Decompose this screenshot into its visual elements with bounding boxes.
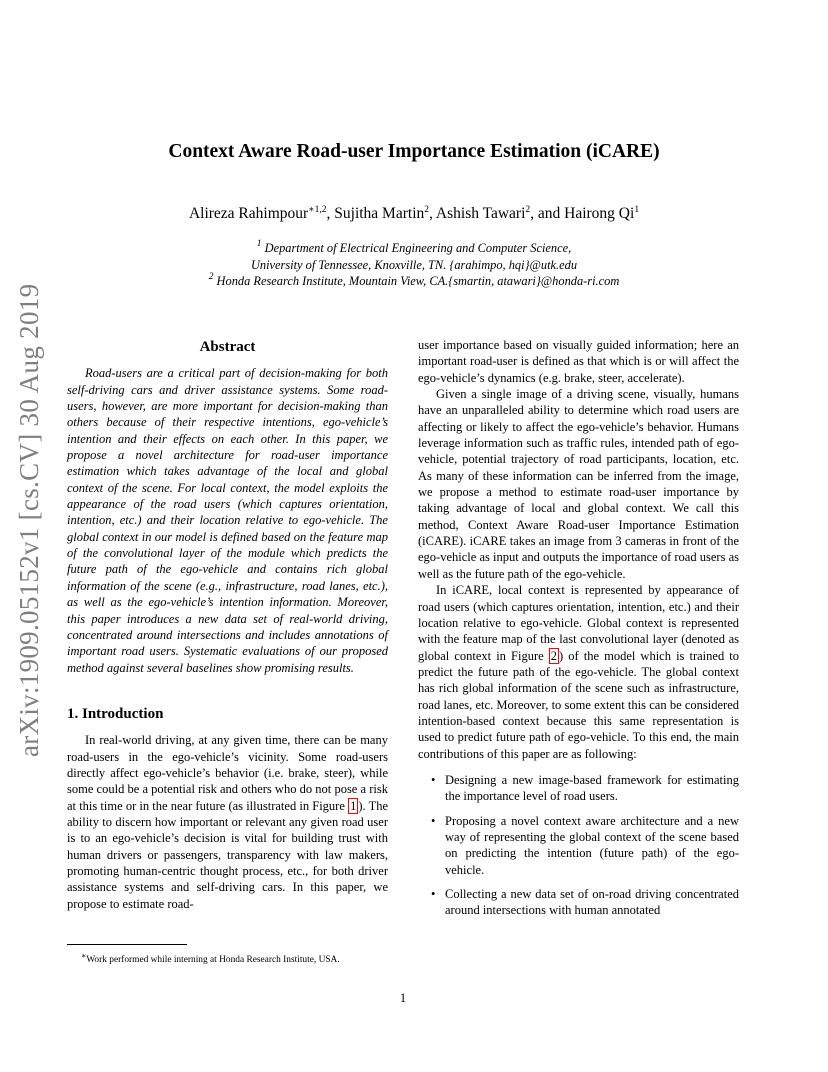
affiliations xyxy=(100,240,728,290)
abstract-heading: Abstract xyxy=(199,339,256,355)
list-item: • Proposing a novel context aware architecture and a new way of representing the global context of the scene based on predicting the intention (future path) of the ego-vehicle. xyxy=(431,813,739,877)
author-superscript: 2 xyxy=(424,205,429,215)
bullet-icon: • xyxy=(431,813,436,828)
author-separator: , xyxy=(326,205,335,222)
bullet-icon: • xyxy=(431,772,436,787)
footnote-text: Work performed while interning at Honda Research Institute, USA. xyxy=(86,955,340,966)
author-list xyxy=(100,205,728,223)
list-item: • Collecting a new data set of on-road driving concentrated around intersections with human annotated xyxy=(431,887,739,918)
arxiv-identifier-stamp: arXiv:1909.05152v1 [cs.CV] 30 Aug 2019 xyxy=(14,283,44,757)
affiliation-2: $^2$ Honda Research Institute, Mountain View, CA.{smartin, atawari}@honda-ri.com xyxy=(208,272,620,289)
affiliation-1-marker: 1 xyxy=(256,239,262,249)
intro-paragraph-1: In real-world driving, at any given time, there can be many road-users in the ego-vehicle’s vicinity. Some road-users directly affect ego-vehicle’s behavior (i.e. brake, steer), while some could be a potential risk and others who do not pose a risk at this time or in the near future (as illustrated in Figure 1 ). The ability to discern how important or relevant any given road user is to an ego-vehicle’s decision is vital for building trust with human drivers or passengers, transparency with law makers, promoting human-centric thought process, etc., for both driver assistance systems and self-driving cars. In this paper, we propose to estimate road- xyxy=(67,733,388,911)
figure-1-reference-link[interactable]: 1 xyxy=(350,798,357,813)
author-name: Alireza Rahimpour xyxy=(188,205,309,222)
page-number: 1 xyxy=(399,991,407,1005)
figure-2-reference-link[interactable]: 2 xyxy=(550,648,557,663)
author-superscript: ∗1,2 xyxy=(308,205,327,215)
list-item: • Designing a new image-based framework for estimating the importance level of road users. xyxy=(431,772,739,804)
paper-title: Context Aware Road-user Importance Estimation (iCARE) xyxy=(168,141,660,162)
bullet-icon: • xyxy=(431,887,436,901)
author-superscript: 2 xyxy=(525,205,531,215)
footnote-rule xyxy=(67,944,187,945)
footnote-marker: ∗ xyxy=(81,951,87,960)
right-column xyxy=(418,337,739,927)
author-name: Sujitha Martin xyxy=(334,205,425,222)
left-column xyxy=(67,337,388,912)
contributions-list xyxy=(418,772,739,919)
author-name: Ashish Tawari xyxy=(435,205,526,222)
author-superscript: 1 xyxy=(634,205,640,215)
author-separator: , and xyxy=(530,205,565,222)
abstract-text: Road-users are a critical part of decision-making for both self-driving cars and driver assistance systems. Some road-users, however, are more important for decision-making than others because of their respective intentions, ego-vehicle’s intention and their effects on each other. In this paper, we propose a novel architecture for road-user importance estimation which takes advantage of the local and global context of the scene. For local context, the model exploits the appearance of the road users (which captures orientation, intention, etc.) and their location relative to ego-vehicle. The global context in our model is defined based on the feature map of the convolutional layer of the module which predicts the future path of the ego-vehicle and contains rich global information of the scene (e.g., infrastructure, road lanes, etc.), as well as the ego-vehicle’s intention information. Moreover, this paper introduces a new data set of real-world driving, concentrated around intersections and includes annotations of important road users. Systematic evaluations of our proposed method against several baselines show promising results. xyxy=(67,366,388,675)
intro-paragraph-3: In iCARE, local context is represented by appearance of road users (which captures orientation, intention, etc.) and their location relative to ego-vehicle. Global context is represented with the feature map of the last convolutional layer (denoted as global context in Figure 2 ) of the model which is trained to predict the future path of the ego-vehicle. The global context has rich global information of the scene such as infrastructure, road lanes, etc. Moreover, to some extent this can be considered intention-based context because this same representation is used to predict future path of ego-vehicle. To this end, the main contributions of this paper are as following: xyxy=(418,583,739,761)
author-separator: , xyxy=(429,205,436,222)
author-name: Hairong Qi xyxy=(564,205,635,222)
intro-paragraph-2: Given a single image of a driving scene, visually, humans have an unparalleled ability to determine which road users are affecting or likely to affect the ego-vehicle’s behavior. Humans leverage information such as traffic rules, intended path of ego-vehicle, potential trajectory of road participants, location, etc. As many of these information can be inferred from the image, we propose a method to estimate road-user importance by taking advantage of local and global context. We call this method, Context Aware Road-user Importance Estimation (iCARE). iCARE takes an image from 3 cameras in front of the ego-vehicle as input and outputs the importance of road users as well as the future path of the ego-vehicle. xyxy=(418,387,739,581)
affiliation-2-marker: 2 xyxy=(208,272,214,283)
footnote xyxy=(67,944,388,965)
intro-paragraph-1-continued: user importance based on visually guided information; here an important road-user is defined as that which is or will affect the ego-vehicle’s dynamics (e.g. brake, steer, accelerate). xyxy=(418,338,739,385)
affiliation-1-line-1: $^1$ Department of Electrical Engineering and Computer Science, xyxy=(256,239,572,255)
affiliation-1-line-2: University of Tennessee, Knoxville, TN. {arahimpo, hqi}@utk.edu xyxy=(250,257,578,272)
introduction-heading: 1. Introduction xyxy=(67,705,164,722)
